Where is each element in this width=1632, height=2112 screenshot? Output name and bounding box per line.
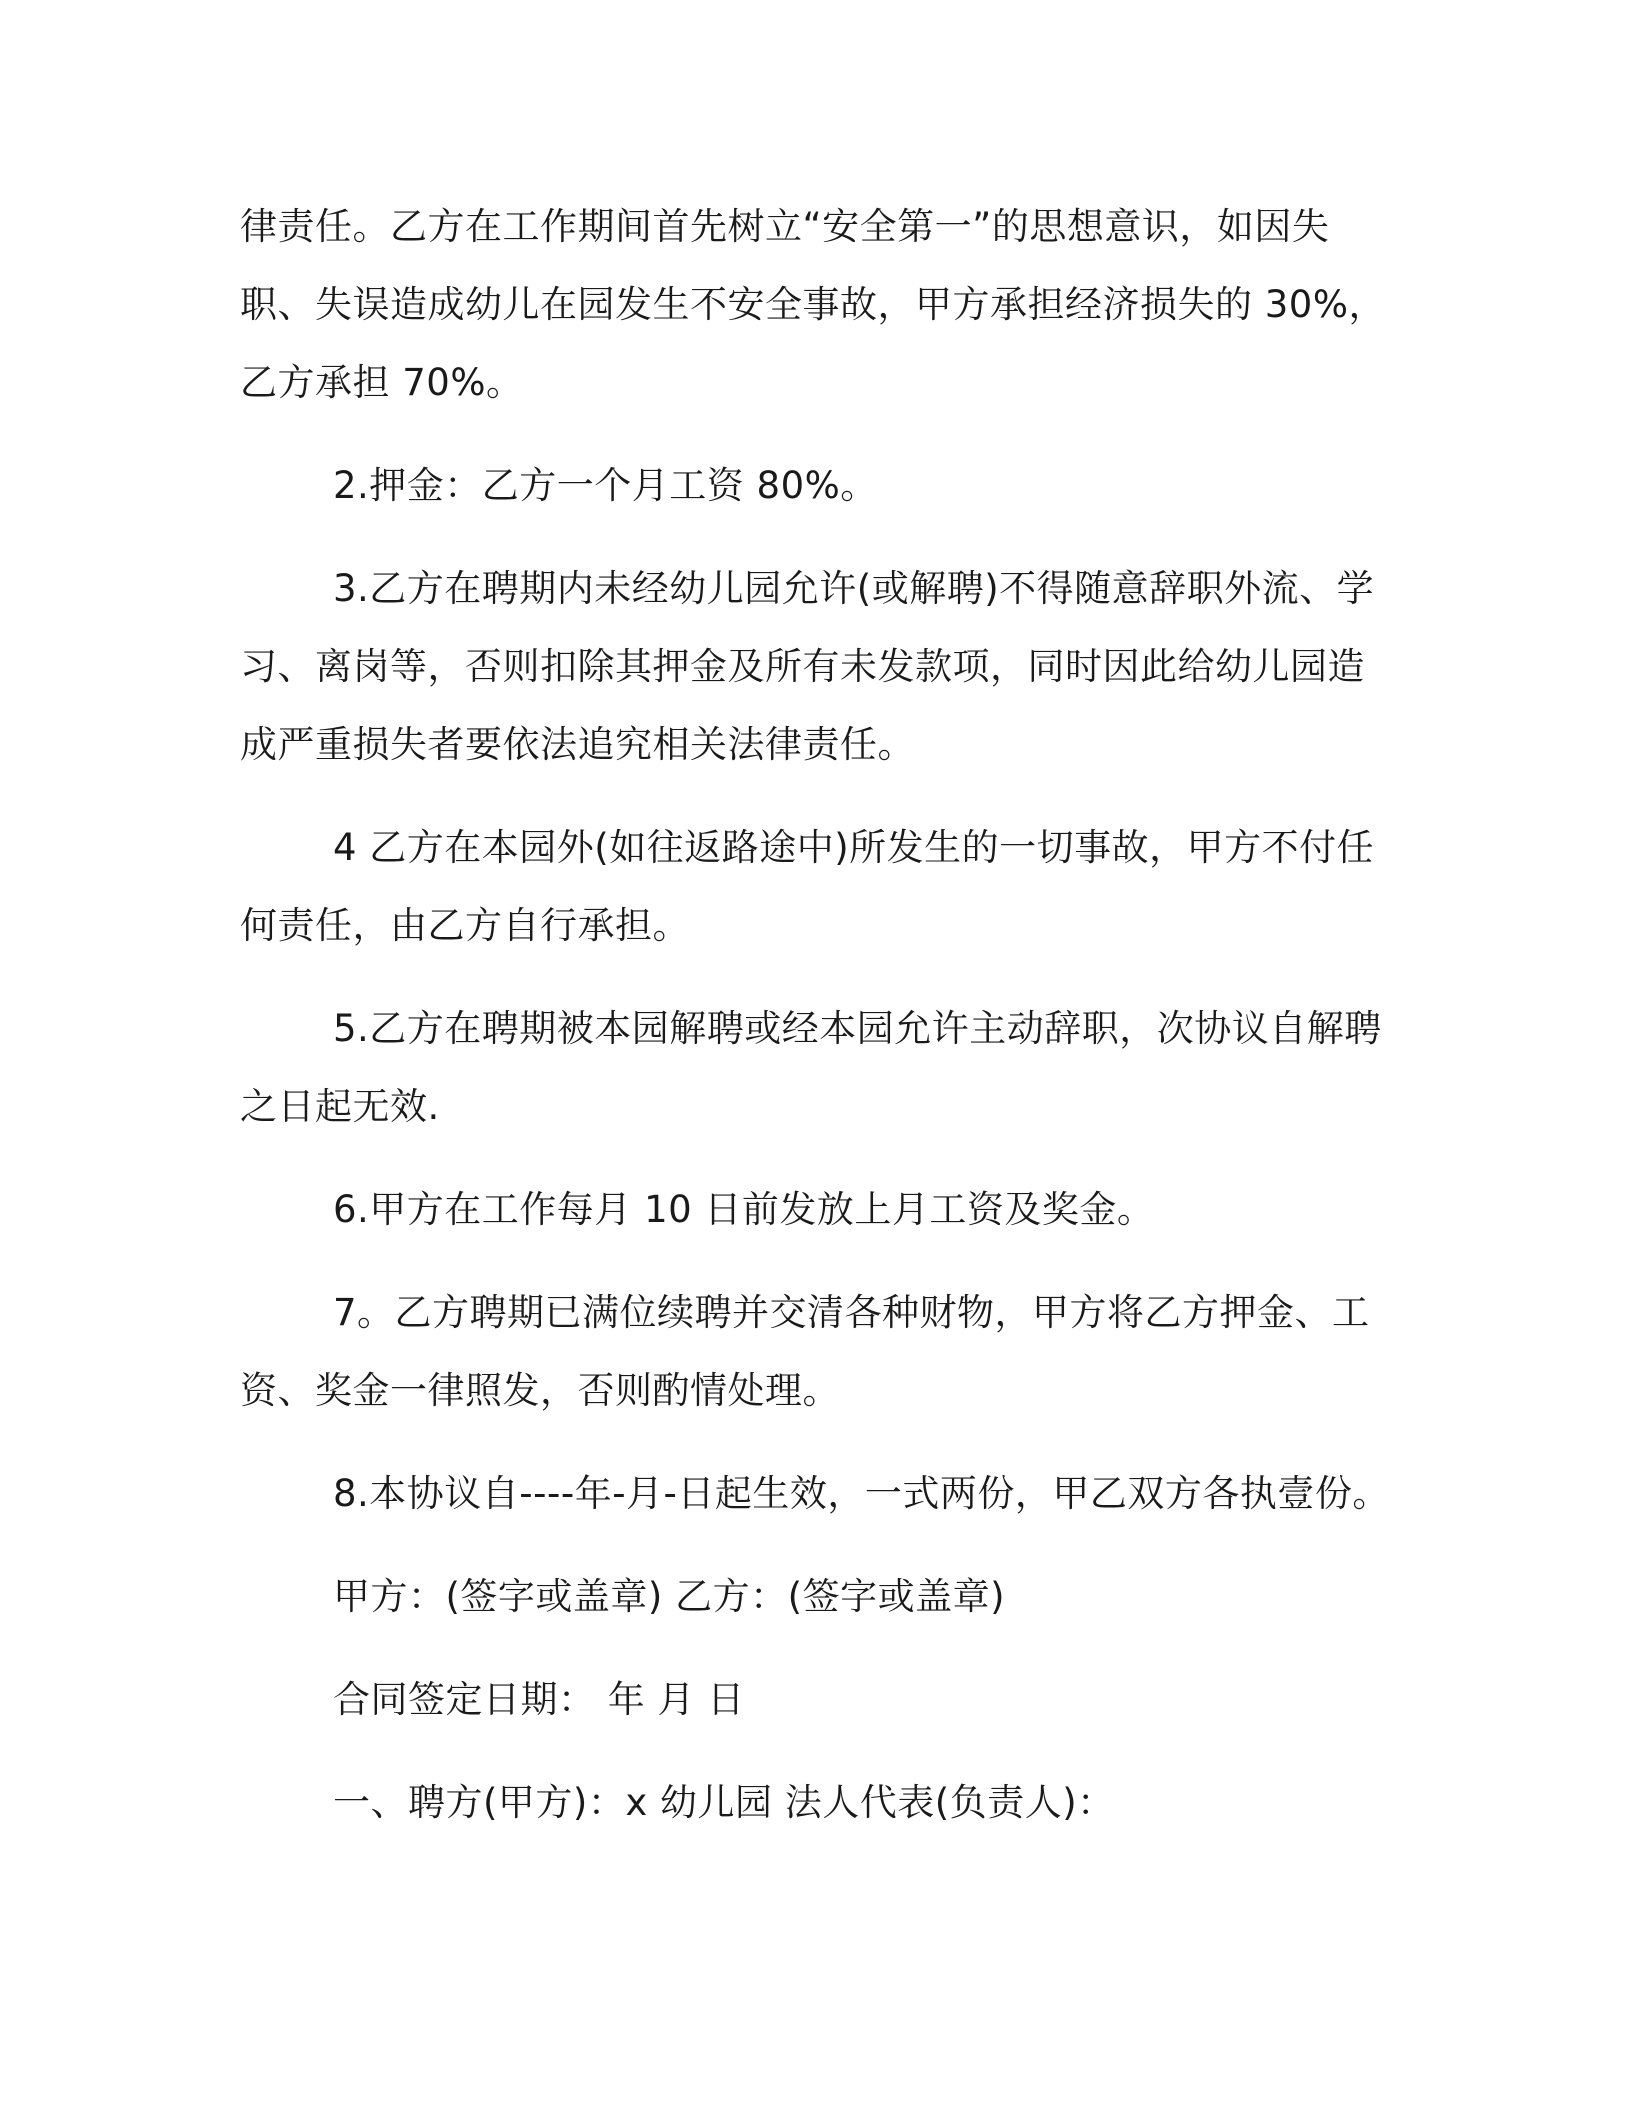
text-line: 2.押金：乙方一个月工资 80%。 <box>333 464 878 507</box>
text-line: 之日起无效. <box>240 1085 440 1128</box>
text-line: 职、失误造成幼儿在园发生不安全事故，甲方承担经济损失的 30%， <box>240 283 1386 326</box>
signature-line <box>240 1558 1390 1636</box>
text-line: 6.甲方在工作每月 10 日前发放上月工资及奖金。 <box>333 1188 1155 1231</box>
document-body <box>240 188 1390 1867</box>
employer-heading <box>240 1764 1390 1842</box>
paragraph-deposit <box>240 447 1390 525</box>
text-line: 甲方：(签字或盖章) 乙方：(签字或盖章) <box>333 1575 1006 1618</box>
contract-date-line <box>240 1661 1390 1739</box>
text-line: 何责任，由乙方自行承担。 <box>240 904 690 947</box>
text-line: 4 乙方在本园外(如往返路途中)所发生的一切事故，甲方不付任 <box>333 826 1375 869</box>
text-line: 8.本协议自----年-月-日起生效，一式两份，甲乙双方各执壹份。 <box>333 1472 1390 1515</box>
text-line: 成严重损失者要依法追究相关法律责任。 <box>240 723 915 766</box>
text-line: 律责任。乙方在工作期间首先树立“安全第一”的思想意识，如因失 <box>240 205 1330 248</box>
paragraph-payroll <box>240 1171 1390 1249</box>
text-line: 资、奖金一律照发，否则酌情处理。 <box>240 1369 840 1412</box>
text-line: 乙方承担 70%。 <box>240 361 524 404</box>
paragraph-termination <box>240 990 1390 1146</box>
text-line: 合同签定日期： 年 月 日 <box>333 1678 745 1721</box>
paragraph-effective-date <box>240 1455 1390 1533</box>
text-line: 7。乙方聘期已满位续聘并交清各种财物，甲方将乙方押金、工 <box>333 1291 1370 1334</box>
paragraph-resignation-clause <box>240 550 1390 784</box>
text-line: 3.乙方在聘期内未经幼儿园允许(或解聘)不得随意辞职外流、学 <box>333 567 1375 610</box>
paragraph-offsite-accident <box>240 809 1390 965</box>
text-line: 习、离岗等，否则扣除其押金及所有未发款项，同时因此给幼儿园造 <box>240 645 1365 688</box>
text-line: 5.乙方在聘期被本园解聘或经本园允许主动辞职，次协议自解聘 <box>333 1007 1382 1050</box>
paragraph-contract-renewal <box>240 1274 1390 1430</box>
paragraph-liability-continued <box>240 188 1390 422</box>
text-line: 一、聘方(甲方)：x 幼儿园 法人代表(负责人)： <box>333 1781 1115 1824</box>
